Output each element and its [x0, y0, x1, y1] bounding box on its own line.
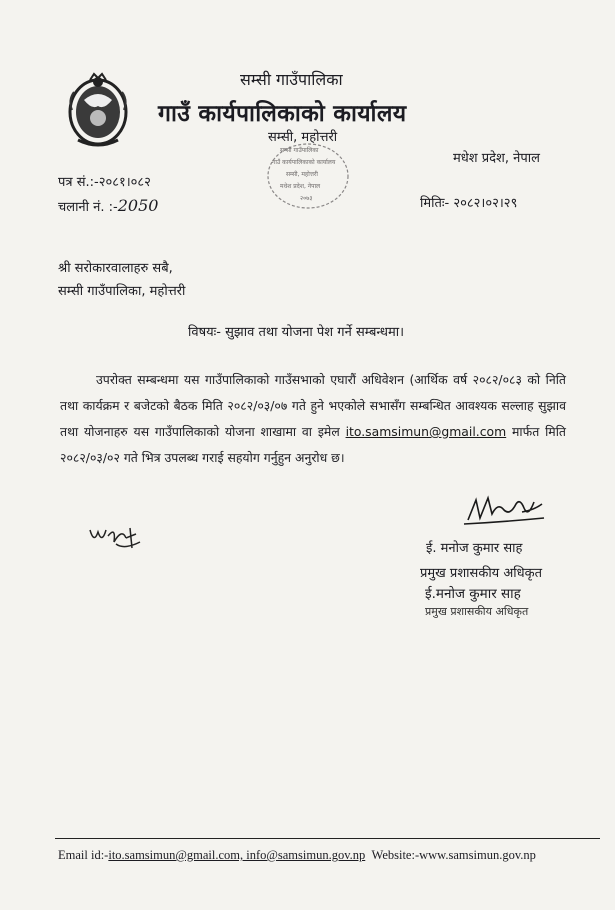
- signatory-stamp-name: ई.मनोज कुमार साह: [425, 586, 521, 602]
- letter-body: [60, 367, 566, 471]
- signature: [462, 490, 546, 534]
- stamp-line-4: मधेश प्रदेश, नेपाल: [280, 183, 321, 190]
- letter-subject: विषयः- सुझाव तथा योजना पेश गर्ने सम्बन्धमा।: [188, 325, 405, 340]
- body-text-part-2: मार्फत मिति २०८२/०३/०२ गते भित्र उपलब्ध गराई सहयोग गर्नुहुन अनुरोध छ।: [60, 424, 566, 465]
- footer-website-label: Website:-: [371, 848, 420, 862]
- office-location: सम्सी, महोत्तरी: [268, 130, 338, 145]
- letter-date: [420, 193, 517, 211]
- signatory-name: ई. मनोज कुमार साह: [426, 541, 523, 556]
- footer-contact: [58, 848, 536, 863]
- footer-email-links[interactable]: ito.samsimun@gmail.com, info@samsimun.gov.np: [108, 848, 366, 862]
- province-name: मधेश प्रदेश, नेपाल: [453, 151, 540, 166]
- signatory-title: प्रमुख प्रशासकीय अधिकृत: [420, 566, 543, 581]
- letter-number-value: २०८१।०८२: [98, 175, 151, 190]
- stamp-line-1: सम्सी गाउँपालिका: [280, 147, 319, 154]
- dispatch-number-label: चलानी नं. :-: [58, 200, 118, 215]
- dispatch-number-value: 2050: [117, 196, 159, 215]
- letter-number-label: पत्र सं.:-: [58, 175, 99, 190]
- office-name: गाउँ कार्यपालिकाको कार्यालय: [158, 101, 407, 127]
- date-value: २०८२।०२।२९: [453, 196, 518, 211]
- footer-email-label: Email id:-: [58, 848, 109, 862]
- initial-scribble: [86, 522, 144, 556]
- letter-number: [58, 172, 151, 190]
- recipient-line-2: सम्सी गाउँपालिका, महोत्तरी: [58, 284, 186, 299]
- footer-divider: [55, 838, 600, 839]
- nepal-emblem-logo: [64, 70, 132, 150]
- body-text-part-1: उपरोक्त सम्बन्धमा यस गाउँपालिकाको गाउँसभाको एघारौं अधिवेशन (आर्थिक वर्ष २०८२/०८३ को निति तथा कार्यक्रम र बजेटको बैठक मिति २०८२/०३/०७ गते हुने भएकोले सभासँग सम्बन्धित आवश्यक सल्लाह सुझाव तथा योजनाहरु यस गाउँपालिकाको योजना शाखामा वा इमेल: [60, 372, 566, 439]
- municipality-name: सम्सी गाउँपालिका: [240, 70, 343, 89]
- signatory-stamp-title: प्रमुख प्रशासकीय अधिकृत: [425, 605, 529, 618]
- stamp-line-5: २०७३: [300, 195, 313, 202]
- dispatch-number: [58, 196, 158, 215]
- body-email-link[interactable]: ito.samsimun@gmail.com: [345, 424, 507, 439]
- stamp-line-2: गाउँ कार्यपालिकाको कार्यालय: [272, 159, 336, 166]
- date-label: मितिः-: [420, 196, 450, 211]
- footer-website-link[interactable]: www.samsimun.gov.np: [419, 848, 536, 862]
- stamp-line-3: सम्सी, महोत्तरी: [286, 171, 318, 178]
- recipient-line-1: श्री सरोकारवालाहरु सबै,: [58, 261, 173, 276]
- office-stamp: [262, 140, 354, 212]
